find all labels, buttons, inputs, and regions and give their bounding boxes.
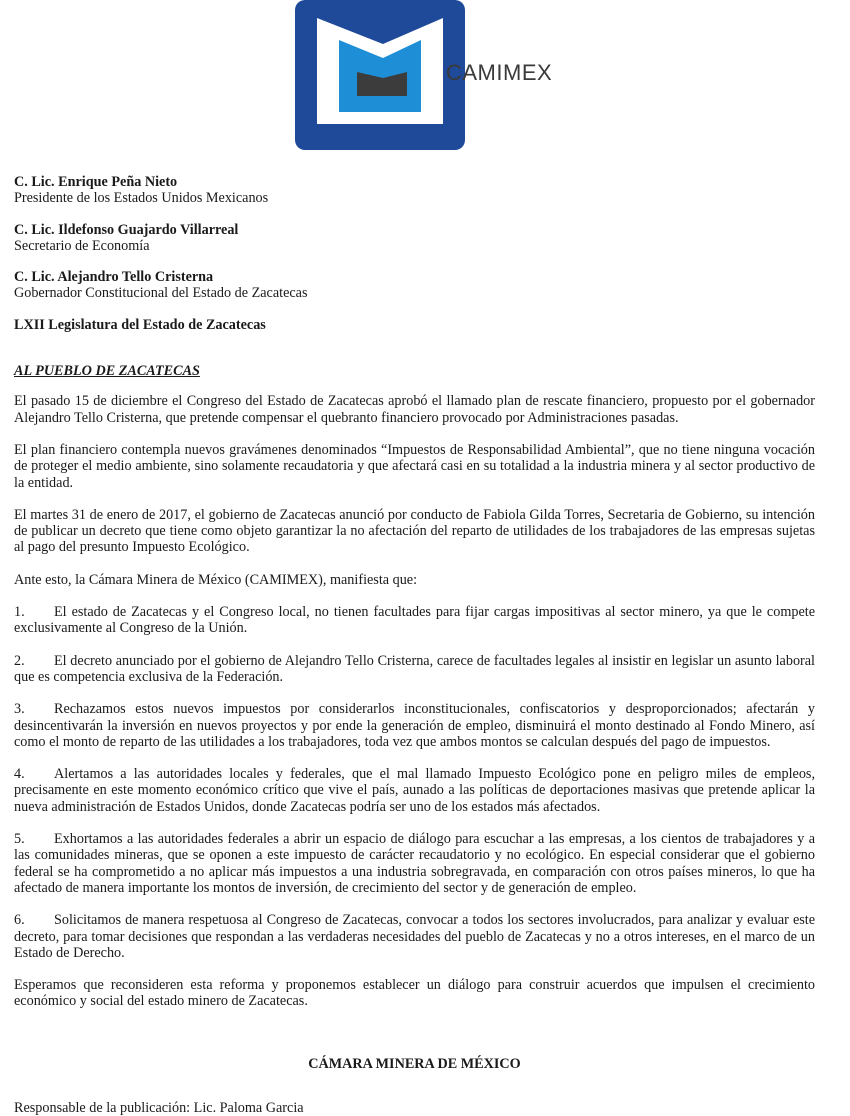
letter-body (14, 174, 815, 1116)
item-text: Exhortamos a las autoridades federales a abrir un espacio de diálogo para escuchar a las empresas, a los cientos de trabajadores y a las comunidades mineras, que se oponen a este impuesto de carácter recaudatorio y no ecológico. En especial considerar que el gobierno federal se ha comprometido a no aplicar más impuestos a una industria sobregravada, en comparación con otros países mineros, lo que ha afectado de manera importante los montos de inversión, de crecimiento del sector y de generación de empleo. (14, 831, 815, 896)
recipient-name: C. Lic. Ildefonso Guajardo Villarreal (14, 221, 239, 238)
item-text: Solicitamos de manera respetuosa al Congreso de Zacatecas, convocar a todos los sectores involucrados, para analizar y evaluar este decreto, para tomar decisiones que respondan a las verdaderas necesidades del pueblo de Zacatecas y no a otros intereses, en el marco de un Estado de Derecho. (14, 912, 815, 961)
item-number: 4. (14, 766, 25, 783)
numbered-item (14, 653, 815, 686)
numbered-item (14, 701, 815, 750)
item-text: El estado de Zacatecas y el Congreso local, no tienen facultades para fijar cargas impositivas al sector minero, ya que le compete exclusivamente al Congreso de la Unión. (14, 604, 815, 637)
recipient-role: Gobernador Constitucional del Estado de Zacatecas (14, 285, 308, 302)
item-number: 1. (14, 604, 25, 621)
closing-paragraph: Esperamos que reconsideren esta reforma y proponemos establecer un diálogo para construir acuerdos que impulsen el crecimiento económico y social del estado minero de Zacatecas. (14, 977, 815, 1010)
numbered-item (14, 912, 815, 961)
item-number: 6. (14, 912, 25, 929)
recipient-block (14, 222, 815, 255)
numbered-item (14, 766, 815, 815)
item-text: Alertamos a las autoridades locales y federales, que el mal llamado Impuesto Ecológico pone en peligro miles de empleos, precisamente en este momento económico crítico que vive el país, aunado a las políticas de deportaciones masivas que pretende aplicar la nueva administración de Estados Unidos, donde Zacatecas podría ser uno de los estados más afectados. (14, 766, 815, 815)
numbered-item (14, 604, 815, 637)
body-paragraph: El pasado 15 de diciembre el Congreso del Estado de Zacatecas aprobó el llamado plan de rescate financiero, propuesto por el gobernador Alejandro Tello Cristerna, que pretende compensar el quebranto financiero provocado por Administraciones pasadas. (14, 393, 815, 426)
item-number: 3. (14, 701, 25, 718)
signature: CÁMARA MINERA DE MÉXICO (308, 1055, 521, 1072)
address-heading: AL PUEBLO DE ZACATECAS (14, 363, 200, 380)
recipient-name: C. Lic. Alejandro Tello Cristerna (14, 269, 214, 286)
item-text: Rechazamos estos nuevos impuestos por considerarlos inconstitucionales, confiscatorios y desproporcionados; afectarán y desincentivarán la inversión en nuevos proyectos y por ende la generación de empleo, disminuirá el monto destinado al Fondo Minero, así como el monto de reparto de las utilidades a los trabajadores, toda vez que ambos montos se calculan después del pago de impuestos. (14, 701, 815, 750)
recipient-block (14, 174, 815, 207)
legislature-line: LXII Legislatura del Estado de Zacatecas (14, 316, 266, 333)
item-number: 5. (14, 831, 25, 848)
publication-responsible: Responsable de la publicación: Lic. Paloma Garcia (14, 1099, 304, 1116)
item-number: 2. (14, 652, 25, 669)
item-text: El decreto anunciado por el gobierno de Alejandro Tello Cristerna, carece de facultades legales al insistir en legislar un asunto laboral que es competencia exclusiva de la Federación. (14, 652, 815, 685)
camimex-m-logo-icon (295, 0, 465, 150)
recipient-role: Presidente de los Estados Unidos Mexicanos (14, 190, 269, 207)
brand-name: CAMIMEX (446, 60, 553, 85)
body-paragraph: Ante esto, la Cámara Minera de México (CAMIMEX), manifiesta que: (14, 571, 418, 588)
recipient-block (14, 269, 815, 302)
recipient-role: Secretario de Economía (14, 237, 150, 254)
body-paragraph: El martes 31 de enero de 2017, el gobierno de Zacatecas anunció por conducto de Fabiola Gilda Torres, Secretaria de Gobierno, su intención de publicar un decreto que tiene como objeto garantizar la no afectación del reparto de utilidades de los trabajadores de las empresas sujetas al pago del presunto Impuesto Ecológico. (14, 506, 815, 556)
recipient-name: C. Lic. Enrique Peña Nieto (14, 174, 178, 190)
body-paragraph: El plan financiero contempla nuevos gravámenes denominados “Impuestos de Responsabilidad Ambiental”, que no tiene ninguna vocación de proteger el medio ambiente, sino solamente recaudatoria y que afectará casi en su totalidad a la industria minera y al sector productivo de la entidad. (14, 441, 815, 491)
numbered-item (14, 831, 815, 896)
